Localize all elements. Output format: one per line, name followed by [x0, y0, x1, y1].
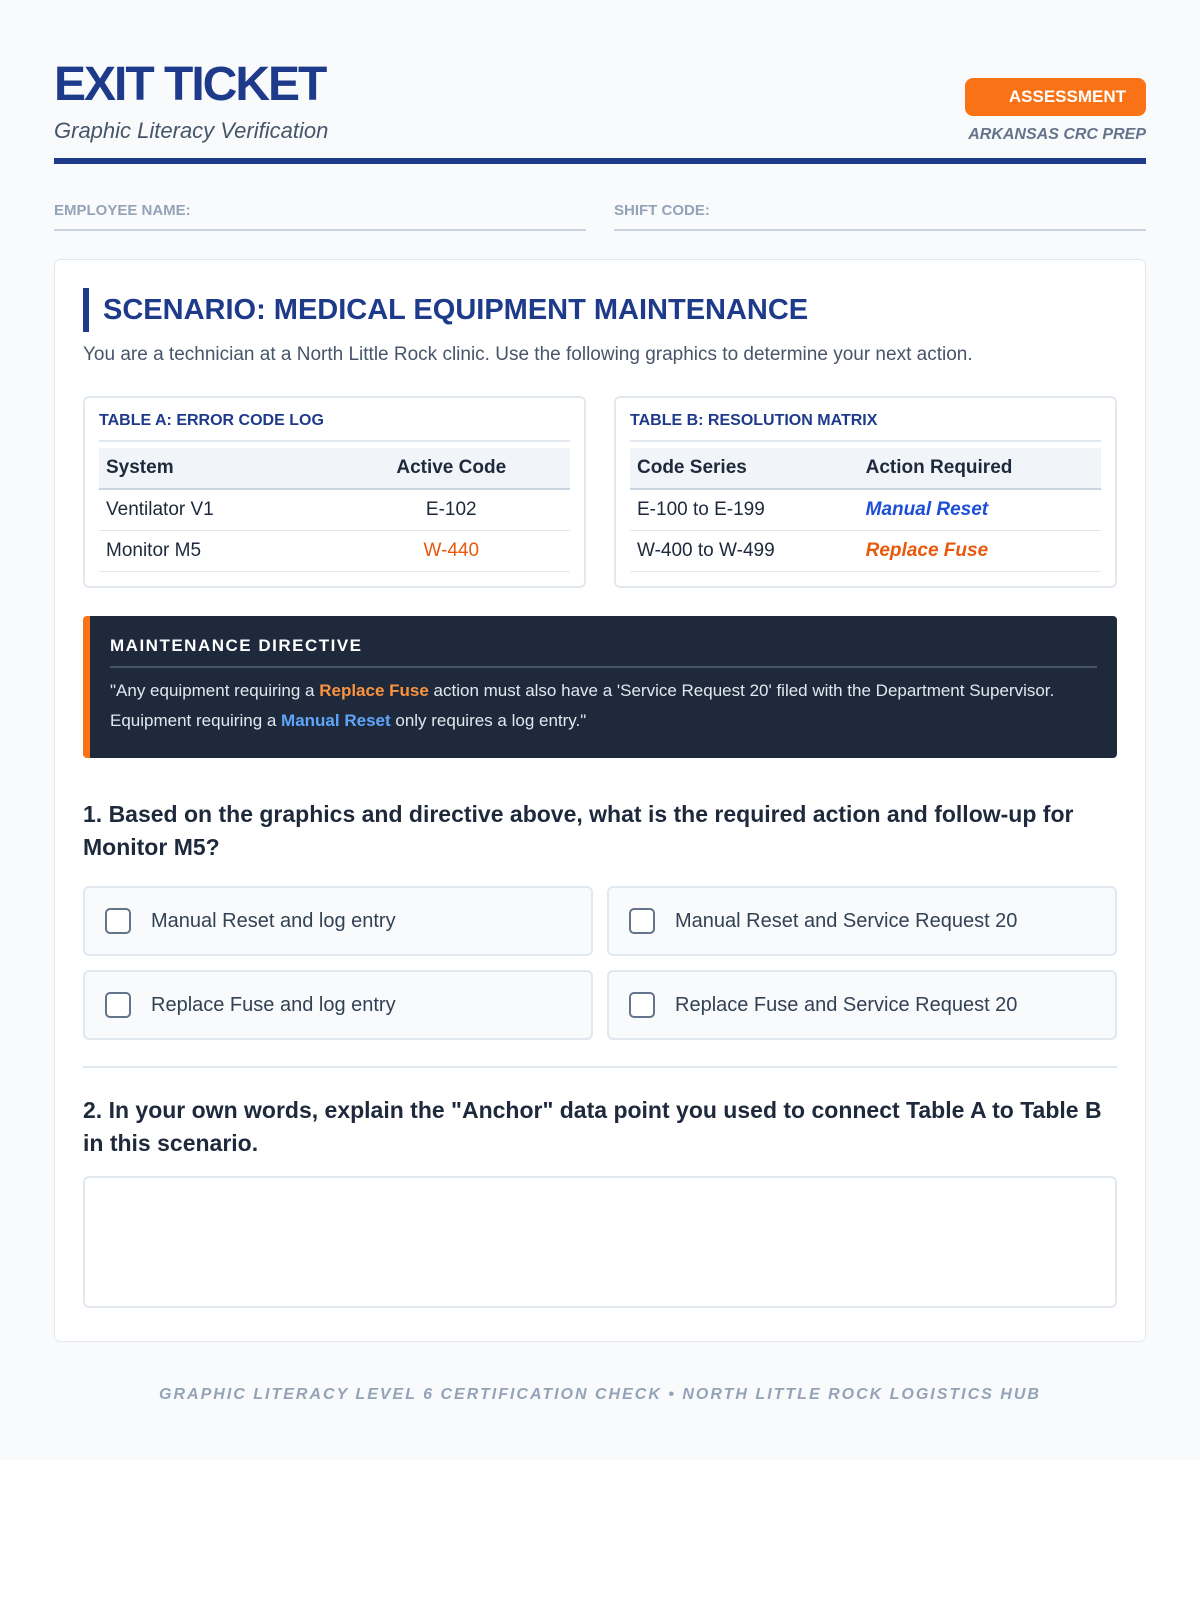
assessment-badge: ASSESSMENT [965, 78, 1146, 116]
shift-code-field[interactable]: SHIFT CODE: [614, 202, 1146, 231]
table-row [630, 489, 1101, 531]
cell: E-102 [333, 489, 570, 531]
option-label: Manual Reset and Service Request 20 [675, 909, 1018, 932]
directive-body [110, 676, 1097, 736]
scenario-intro: You are a technician at a North Little Rock clinic. Use the following graphics to determine your next action. [83, 344, 973, 365]
table-a [83, 396, 586, 588]
option-label: Manual Reset and log entry [151, 909, 396, 932]
cell: Replace Fuse [859, 531, 1101, 572]
option-a[interactable] [83, 886, 593, 956]
directive-text: action must also have a 'Service Request 20' filed with the Department Supervisor. Equipment requiring a [110, 681, 1055, 730]
option-label: Replace Fuse and Service Request 20 [675, 993, 1018, 1016]
checkbox[interactable] [629, 908, 655, 934]
maintenance-directive [83, 616, 1117, 758]
column-header: Code Series [630, 448, 859, 489]
cell: W-440 [333, 531, 570, 572]
table-a-caption: TABLE A: ERROR CODE LOG [99, 412, 570, 442]
table-row [630, 531, 1101, 572]
cell: Manual Reset [859, 489, 1101, 531]
cell: W-400 to W-499 [630, 531, 859, 572]
question-2: 2. In your own words, explain the "Anchor" data point you used to connect Table A to Table B in this scenario. [83, 1097, 1102, 1156]
header [54, 60, 1146, 164]
prep-tag: ARKANSAS CRC PREP [968, 126, 1146, 143]
directive-title: MAINTENANCE DIRECTIVE [110, 636, 1097, 668]
question-1: 1. Based on the graphics and directive above, what is the required action and follow-up for Monitor M5? [83, 801, 1074, 860]
scenario-title: SCENARIO: MEDICAL EQUIPMENT MAINTENANCE [83, 288, 1117, 332]
column-header: Active Code [333, 448, 570, 489]
option-d[interactable] [607, 970, 1117, 1040]
directive-text: only requires a log entry." [390, 711, 587, 730]
page-subtitle: Graphic Literacy Verification [54, 118, 329, 143]
answer-textarea[interactable] [83, 1176, 1117, 1308]
column-header: Action Required [859, 448, 1101, 489]
cell: Ventilator V1 [99, 489, 333, 531]
option-b[interactable] [607, 886, 1117, 956]
table-row [99, 489, 570, 531]
directive-text: "Any equipment requiring a [110, 681, 320, 700]
table-b [614, 396, 1117, 588]
table-b-caption: TABLE B: RESOLUTION MATRIX [630, 412, 1101, 442]
checkbox[interactable] [105, 992, 131, 1018]
highlight-manual-reset: Manual Reset [281, 711, 391, 730]
highlight-replace-fuse: Replace Fuse [319, 681, 429, 700]
scenario-card [54, 259, 1146, 1342]
footer: GRAPHIC LITERACY LEVEL 6 CERTIFICATION CHECK • NORTH LITTLE ROCK LOGISTICS HUB [159, 1386, 1041, 1403]
employee-name-field[interactable]: EMPLOYEE NAME: [54, 202, 586, 231]
option-label: Replace Fuse and log entry [151, 993, 396, 1016]
divider [83, 1066, 1117, 1068]
page-title: EXIT TICKET [54, 58, 326, 111]
checkbox[interactable] [629, 992, 655, 1018]
checkbox[interactable] [105, 908, 131, 934]
cell: E-100 to E-199 [630, 489, 859, 531]
table-row [99, 531, 570, 572]
column-header: System [99, 448, 333, 489]
option-c[interactable] [83, 970, 593, 1040]
cell: Monitor M5 [99, 531, 333, 572]
